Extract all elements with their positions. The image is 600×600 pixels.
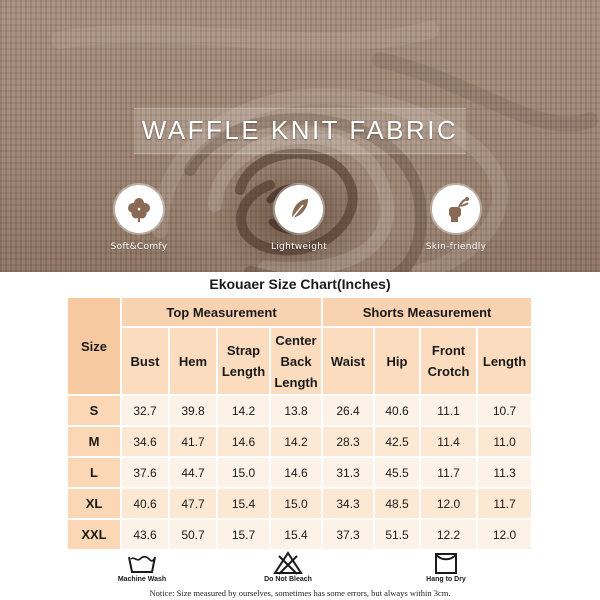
cell-bust: 32.7 (121, 395, 169, 426)
table-row (67, 457, 532, 488)
cell-hip: 42.5 (374, 426, 420, 457)
cell-bust: 43.6 (121, 519, 169, 550)
column-header-front-crotch (420, 327, 477, 395)
cell-strap-length: 15.0 (217, 457, 270, 488)
cell-hem: 47.7 (169, 488, 217, 519)
care-hang-to-dry (406, 551, 486, 583)
feature-skin-friendly (401, 185, 511, 252)
size-chart-table (66, 296, 533, 551)
cell-hip: 45.5 (374, 457, 420, 488)
cell-length: 11.3 (477, 457, 532, 488)
table-row (67, 426, 532, 457)
feature-label: Soft&Comfy (110, 242, 168, 252)
column-header-hem: Hem (169, 327, 217, 395)
machine-wash-icon (127, 551, 157, 575)
cell-front-crotch: 11.4 (420, 426, 477, 457)
cell-waist: 37.3 (322, 519, 374, 550)
size-label-cell: L (67, 457, 121, 488)
care-label: Do Not Bleach (264, 576, 312, 583)
cell-center-back-length: 15.4 (270, 519, 322, 550)
column-header-line: Center (275, 332, 317, 348)
column-header-line: Length (221, 364, 266, 379)
cell-hem: 50.7 (169, 519, 217, 550)
cell-center-back-length: 14.2 (270, 426, 322, 457)
cell-waist: 26.4 (322, 395, 374, 426)
size-notice: Notice: Size measured by ourselves, sometimes has some errors, but always within 3cm. (149, 588, 451, 598)
table-row (67, 488, 532, 519)
shorts-measurement-header: Shorts Measurement (322, 297, 532, 327)
cell-strap-length: 14.2 (217, 395, 270, 426)
size-label-cell: XXL (67, 519, 121, 550)
care-label: Hang to Dry (426, 576, 466, 583)
cell-strap-length: 14.6 (217, 426, 270, 457)
cell-waist: 34.3 (322, 488, 374, 519)
cell-hem: 39.8 (169, 395, 217, 426)
column-header-strap-length (217, 327, 270, 395)
fist-flower-icon (432, 185, 480, 233)
cell-length: 10.7 (477, 395, 532, 426)
care-label: Machine Wash (117, 576, 167, 583)
cell-length: 11.0 (477, 426, 532, 457)
feature-lightweight (244, 185, 354, 252)
cell-hip: 40.6 (374, 395, 420, 426)
cell-length: 11.7 (477, 488, 532, 519)
cell-hip: 48.5 (374, 488, 420, 519)
cell-waist: 31.3 (322, 457, 374, 488)
size-label-cell: XL (67, 488, 121, 519)
do-not-bleach-icon (273, 551, 303, 575)
feature-soft-comfy (84, 185, 194, 252)
hang-to-dry-icon (431, 551, 461, 575)
cell-bust: 40.6 (121, 488, 169, 519)
column-header-center-back-length (270, 327, 322, 395)
fabric-hero-image (0, 0, 600, 272)
top-measurement-header: Top Measurement (121, 297, 322, 327)
cell-strap-length: 15.4 (217, 488, 270, 519)
fabric-title: WAFFLE KNIT FABRIC (141, 115, 459, 145)
feature-label: Skin-friendly (425, 242, 487, 252)
cell-hem: 41.7 (169, 426, 217, 457)
size-chart-title: Ekouaer Size Chart(Inches) (209, 276, 391, 292)
cell-front-crotch: 11.7 (420, 457, 477, 488)
table-row (67, 395, 532, 426)
size-label-cell: S (67, 395, 121, 426)
size-header: Size (67, 297, 121, 395)
column-header-row (67, 327, 532, 395)
column-header-hip: Hip (374, 327, 420, 395)
feature-label: Lightweight (270, 242, 328, 252)
column-header-bust: Bust (121, 327, 169, 395)
cell-center-back-length: 13.8 (270, 395, 322, 426)
column-header-line: Length (274, 374, 318, 390)
cell-center-back-length: 14.6 (270, 457, 322, 488)
group-header-row (67, 297, 532, 327)
cell-hip: 51.5 (374, 519, 420, 550)
care-do-not-bleach (248, 551, 328, 583)
care-machine-wash (102, 551, 182, 583)
column-header-waist: Waist (322, 327, 374, 395)
cell-center-back-length: 15.0 (270, 488, 322, 519)
cell-hem: 44.7 (169, 457, 217, 488)
size-chart-body (67, 395, 532, 550)
cotton-flower-icon (115, 185, 163, 233)
feather-icon (275, 185, 323, 233)
size-label-cell: M (67, 426, 121, 457)
column-header-length: Length (477, 327, 532, 395)
cell-length: 12.0 (477, 519, 532, 550)
column-header-line: Strap (226, 343, 261, 358)
column-header-line: Crotch (427, 364, 470, 379)
cell-bust: 34.6 (121, 426, 169, 457)
cell-waist: 28.3 (322, 426, 374, 457)
cell-front-crotch: 12.2 (420, 519, 477, 550)
column-header-line: Front (431, 343, 466, 358)
cell-front-crotch: 11.1 (420, 395, 477, 426)
cell-front-crotch: 12.0 (420, 488, 477, 519)
table-row (67, 519, 532, 550)
column-header-line: Back (280, 353, 312, 369)
cell-strap-length: 15.7 (217, 519, 270, 550)
cell-bust: 37.6 (121, 457, 169, 488)
